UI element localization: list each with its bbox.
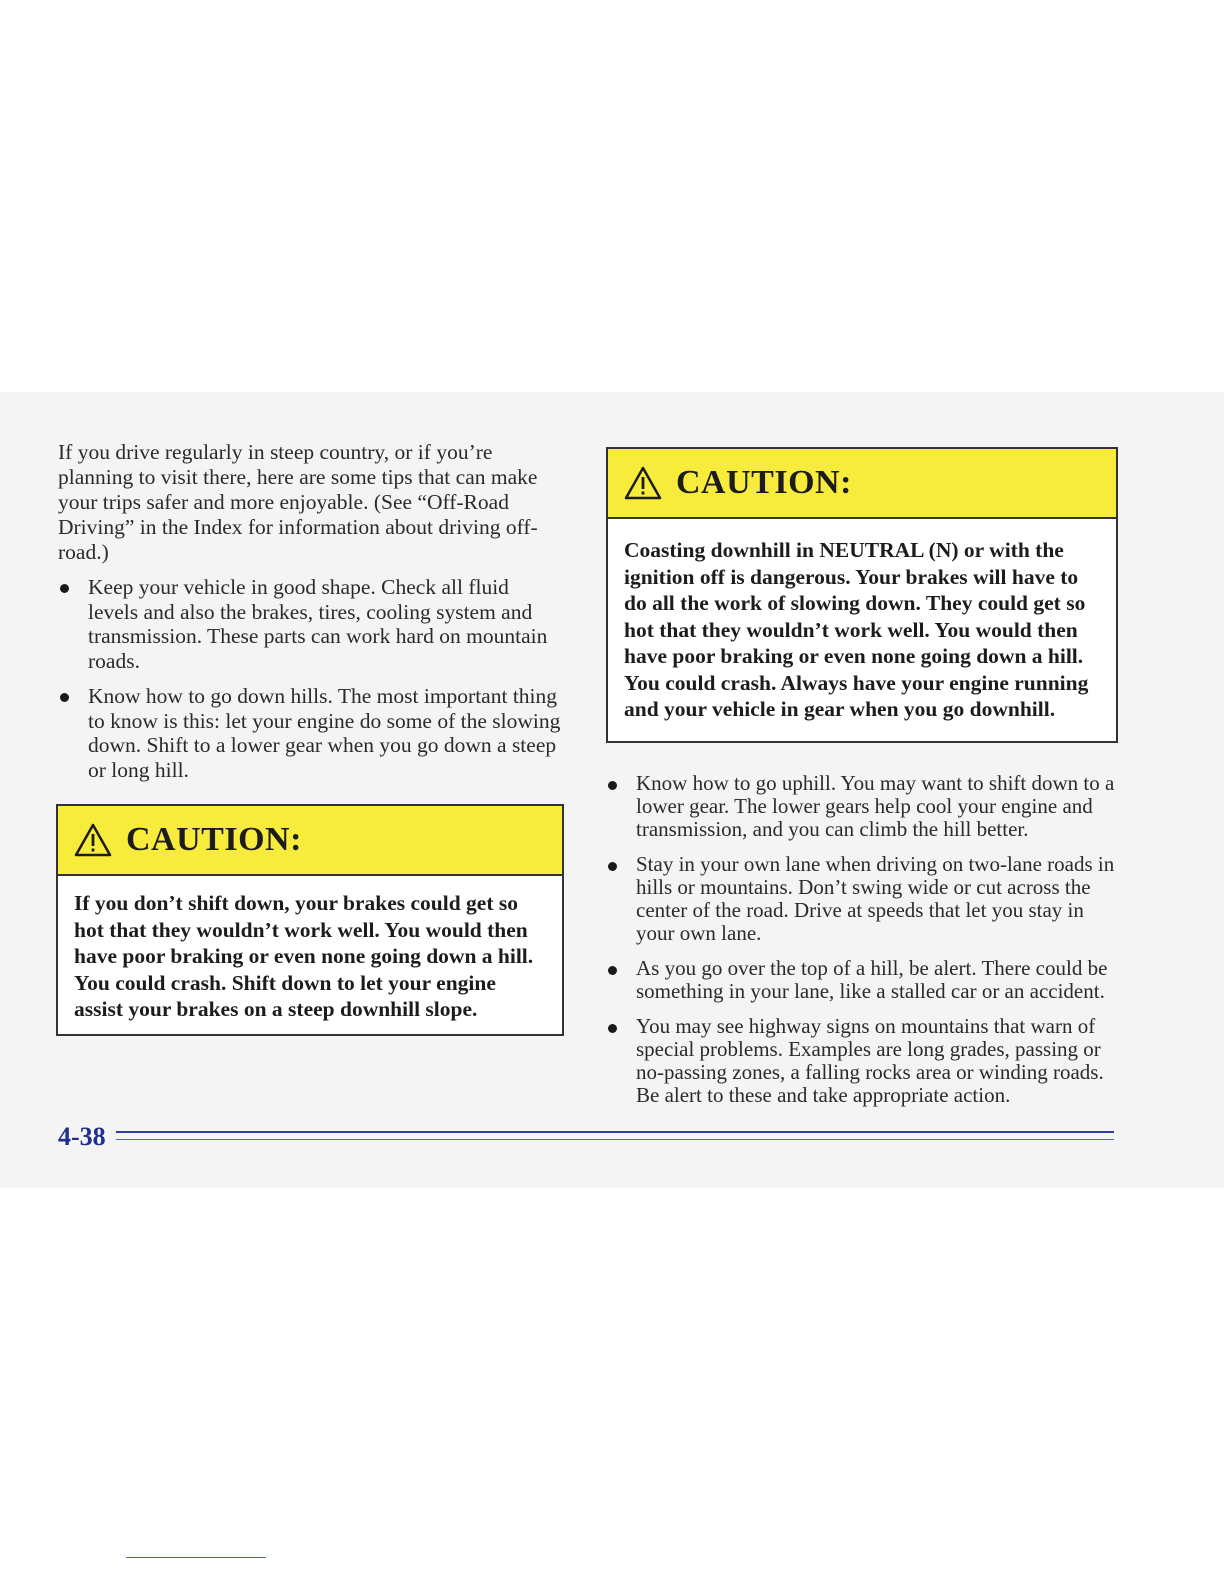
list-item: You may see highway signs on mountains that warn of special problems. Examples are long grades, passing or no-passing zones, a falling rocks area or winding roads. Be alert to these and take appropriate action. [606,1015,1118,1107]
bullet-icon [60,693,69,702]
left-column [58,440,563,793]
caution-header [608,449,1116,519]
footer-rule-secondary [116,1139,1114,1140]
caution-title: CAUTION: [676,464,852,501]
list-item: Know how to go down hills. The most important thing to know is this: let your engine do some of the slowing down. Shift to a lower gear when you go down a steep or long hill. [58,684,563,782]
right-bullet-list [606,772,1118,1107]
bottom-rule [126,1557,266,1558]
warning-triangle-icon [74,823,112,857]
bullet-icon [608,862,617,871]
page-number: 4-38 [58,1122,106,1151]
list-item: Keep your vehicle in good shape. Check all fluid levels and also the brakes, tires, cooling system and transmission. These parts can work hard on mountain roads. [58,575,563,673]
caution-header [58,806,562,876]
list-item: As you go over the top of a hill, be alert. There could be something in your lane, like a stalled car or an accident. [606,957,1118,1003]
caution-box-left [56,804,564,1036]
bullet-icon [608,781,617,790]
intro-paragraph: If you drive regularly in steep country, or if you’re planning to visit there, here are some tips that can make your trips safer and more enjoyable. (See “Off-Road Driving” in the Index for information about driving off-road.) [58,440,538,564]
caution-title: CAUTION: [126,821,302,858]
left-bullet-list [58,575,563,782]
list-item: Know how to go uphill. You may want to shift down to a lower gear. The lower gears help cool your engine and transmission, and you can climb the hill better. [606,772,1118,841]
bullet-icon [608,1024,617,1033]
right-column [606,762,1118,1119]
list-item: Stay in your own lane when driving on two-lane roads in hills or mountains. Don’t swing wide or cut across the center of the road. Drive at speeds that let you stay in your own lane. [606,853,1118,945]
warning-triangle-icon [624,466,662,500]
bullet-icon [60,584,69,593]
bullet-icon [608,966,617,975]
caution-box-right [606,447,1118,743]
footer-rule [116,1131,1114,1133]
caution-text: Coasting downhill in NEUTRAL (N) or with the ignition off is dangerous. Your brakes will have to do all the work of slowing down. They could get so hot that they wouldn’t work well. You would then have poor braking or even none going down a hill. You could crash. Always have your engine running and your vehicle in gear when you go downhill. [624,538,1089,721]
caution-text: If you don’t shift down, your brakes could get so hot that they wouldn’t work well. You would then have poor braking or even none going down a hill. You could crash. Shift down to let your engine assist your brakes on a steep downhill slope. [74,891,534,1021]
